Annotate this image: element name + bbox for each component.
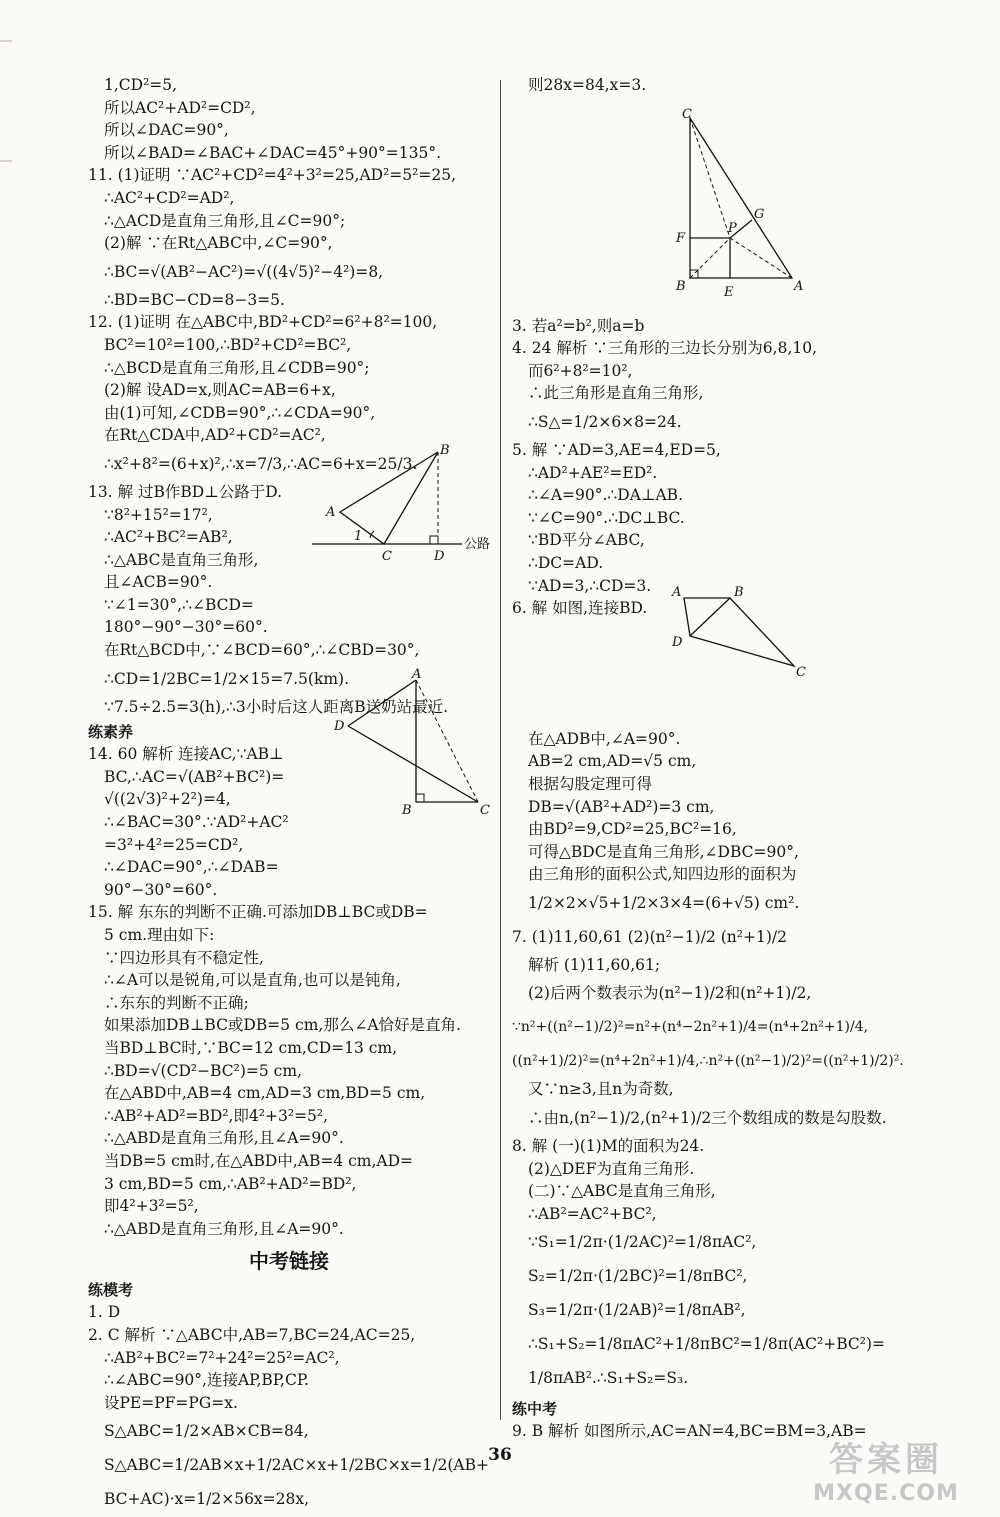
text-line: ∵n²+((n²−1)/2)²=n²+(n⁴−2n²+1)/4=(n⁴+2n²+1)/4, xyxy=(512,1019,869,1036)
text-line: (二)∵△ABC是直角三角形, xyxy=(528,1182,716,1201)
text-line: ∵8²+15²=17², xyxy=(104,505,213,524)
label-C: C xyxy=(796,665,806,680)
text-line: ∴AB²+BC²=7²+24²=25²=AC², xyxy=(104,1348,340,1367)
problem-9-line: 9. B 解析 如图所示,AC=AN=4,BC=BM=3,AB= xyxy=(512,1422,867,1441)
problem-15-line: 15. 解 东东的判断不正确.可添加DB⊥BC或DB= xyxy=(88,903,428,922)
text-line: 所以AC²+AD²=CD², xyxy=(104,98,256,117)
problem-12-line: 12. (1)证明 在△ABC中,BD²+CD²=6²+8²=100, xyxy=(88,313,438,332)
text-line: ∵四边形具有不稳定性, xyxy=(104,948,264,967)
label-B: B xyxy=(402,803,412,818)
text-line: 在Rt△BCD中,∵∠BCD=60°,∴∠CBD=30°, xyxy=(104,641,420,660)
text-line: 90°−30°=60°. xyxy=(104,880,218,899)
text-line: 可得△BDC是直角三角形,∠DBC=90°, xyxy=(528,842,799,861)
problem-13-line: 13. 解 过B作BD⊥公路于D. xyxy=(88,482,283,501)
text-line: ∵7.5÷2.5=3(h),∴3小时后这人距离B送奶站最近. xyxy=(104,697,449,716)
text-line: 当BD⊥BC时,∵BC=12 cm,CD=13 cm, xyxy=(104,1038,398,1057)
label-P: P xyxy=(728,221,737,236)
text-line: AB=2 cm,AD=√5 cm, xyxy=(528,752,697,771)
label-B: B xyxy=(734,585,744,600)
text-line: ∴BC=√(AB²−AC²)=√((4√5)²−4²)=8, xyxy=(104,262,384,281)
label-B: B xyxy=(440,444,450,458)
label-A: A xyxy=(326,505,336,520)
watermark-logo xyxy=(806,1440,966,1514)
text-line: 180°−90°−30°=60°. xyxy=(104,618,268,637)
problem-7-line: 7. (1)11,60,61 (2)(n²−1)/2 (n²+1)/2 xyxy=(512,927,787,946)
section-heading: 中考链接 xyxy=(249,1249,329,1274)
text-line: =3²+4²=25=CD², xyxy=(104,835,244,854)
text-line: ∴AC²+BC²=AB², xyxy=(104,528,233,547)
text-line: 由BD²=9,CD²=25,BC²=16, xyxy=(528,820,737,839)
text-line: ∴∠BAC=30°.∵AD²+AC² xyxy=(104,813,289,832)
text-line: S₂=1/2π·(1/2BC)²=1/8πBC², xyxy=(528,1267,748,1286)
text-line: ∵∠C=90°.∴DC⊥BC. xyxy=(528,508,685,527)
problem-1-line: 1. D xyxy=(88,1303,121,1322)
text-line: 3 cm,BD=5 cm,∴AB²+AD²=BD², xyxy=(104,1174,357,1193)
text-line: ∴∠ABC=90°,连接AP,BP,CP. xyxy=(104,1371,310,1390)
problem-4-line: 4. 24 解析 ∵三角形的三边长分别为6,8,10, xyxy=(512,339,818,358)
label-B: B xyxy=(676,279,686,294)
text-line: ∴x²+8²=(6+x)²,∴x=7/3,∴AC=6+x=25/3. xyxy=(104,454,418,473)
text-line: 且∠ACB=90°. xyxy=(104,573,213,592)
label-D: D xyxy=(434,549,445,564)
text-line: 由三角形的面积公式,知四边形的面积为 xyxy=(528,865,797,884)
figure-problem-2 xyxy=(668,108,808,300)
text-line: ∴CD=1/2BC=1/2×15=7.5(km). xyxy=(104,669,350,688)
text-line: 所以∠DAC=90°, xyxy=(104,121,229,140)
text-line: 1,CD²=5, xyxy=(104,76,178,94)
page-number: 36 xyxy=(488,1445,512,1465)
figure-problem-6 xyxy=(668,580,818,680)
text-line: ∴AD²+AE²=ED². xyxy=(528,463,658,482)
text-line: 设PE=PF=PG=x. xyxy=(104,1393,238,1412)
text-line: ((n²+1)/2)²=(n⁴+2n²+1)/4,∴n²+((n²−1)/2)²=((n²+1)/2)². xyxy=(512,1053,904,1070)
text-line: ∴AB²+AD²=BD²,即4²+3²=5², xyxy=(104,1106,329,1125)
column-divider xyxy=(500,80,501,1420)
text-line: (2)△DEF为直角三角形. xyxy=(528,1159,695,1178)
label-angle-1: 1 xyxy=(354,529,363,544)
text-line: ∴△ABC是直角三角形, xyxy=(104,550,259,569)
text-line: √((2√3)²+2²)=4, xyxy=(104,790,231,809)
label-G: G xyxy=(754,207,765,222)
figure-problem-13 xyxy=(312,444,502,564)
label-A: A xyxy=(794,279,804,294)
text-line: 根据勾股定理可得 xyxy=(528,774,653,793)
text-line: 1/8πAB².∴S₁+S₂=S₃. xyxy=(528,1369,689,1388)
text-line: 如果添加DB⊥BC或DB=5 cm,那么∠A恰好是直角. xyxy=(104,1016,461,1035)
text-line: BC,∴AC=√(AB²+BC²)= xyxy=(104,767,285,786)
section-label-practice: 练素养 xyxy=(88,723,134,742)
label-D: D xyxy=(334,719,345,734)
label-C: C xyxy=(682,108,692,122)
text-line: 在△ABD中,AB=4 cm,AD=3 cm,BD=5 cm, xyxy=(104,1084,426,1103)
text-line: ∵BD平分∠ABC, xyxy=(528,531,645,550)
text-line: DB=√(AB²+AD²)=3 cm, xyxy=(528,797,715,816)
text-line: ∴由n,(n²−1)/2,(n²+1)/2三个数组成的数是勾股数. xyxy=(528,1109,887,1128)
text-line: (2)后两个数表示为(n²−1)/2和(n²+1)/2, xyxy=(528,984,812,1003)
label-F: F xyxy=(676,231,686,246)
text-line: BC²=10²=100,∴BD²+CD²=BC², xyxy=(104,335,352,354)
text-line: 当DB=5 cm时,在△ABD中,AB=4 cm,AD= xyxy=(104,1151,414,1170)
text-line: ∴△ACD是直角三角形,且∠C=90°; xyxy=(104,211,346,230)
text-line: 则28x=84,x=3. xyxy=(528,76,647,94)
text-line: (2)解 ∵在Rt△ABC中,∠C=90°, xyxy=(104,234,333,253)
watermark-url: MXQE.COM xyxy=(813,1481,959,1506)
text-line: ∴S△=1/2×6×8=24. xyxy=(528,412,682,431)
text-line: ∴△ABD是直角三角形,且∠A=90°. xyxy=(104,1129,344,1148)
text-line: 而6²+8²=10², xyxy=(528,361,633,380)
text-line: 在△ADB中,∠A=90°. xyxy=(528,729,681,748)
text-line: S△ABC=1/2AB×x+1/2AC×x+1/2BC×x=1/2(AB+ xyxy=(104,1456,489,1475)
text-line: 又∵n≥3,且n为奇数, xyxy=(528,1080,674,1099)
problem-11-line: 11. (1)证明 ∵AC²+CD²=4²+3²=25,AD²=5²=25, xyxy=(88,166,457,185)
text-line: ∵∠1=30°,∴∠BCD= xyxy=(104,595,254,614)
label-road: 公路 xyxy=(464,537,491,552)
problem-8-line: 8. 解 (一)(1)M的面积为24. xyxy=(512,1137,705,1156)
text-line: 解析 (1)11,60,61; xyxy=(528,955,661,974)
text-line: ∴S₁+S₂=1/8πAC²+1/8πBC²=1/8π(AC²+BC²)= xyxy=(528,1335,885,1354)
text-line: 由(1)可知,∠CDB=90°,∴∠CDA=90°, xyxy=(104,403,376,422)
problem-6-line: 6. 解 如图,连接BD. xyxy=(512,599,648,618)
text-line: ∴△BCD是直角三角形,且∠CDB=90°; xyxy=(104,358,370,377)
label-C: C xyxy=(382,549,392,564)
problem-5-line: 5. 解 ∵AD=3,AE=4,ED=5, xyxy=(512,440,721,459)
text-line: ∴∠A可以是锐角,可以是直角,也可以是钝角, xyxy=(104,971,401,990)
figure-problem-14 xyxy=(330,668,495,818)
text-line: ∵S₁=1/2π·(1/2AC)²=1/8πAC², xyxy=(528,1233,757,1252)
text-line: ∴BD=BC−CD=8−3=5. xyxy=(104,290,285,309)
watermark-title: 答案圈 xyxy=(829,1440,943,1480)
section-label-exam: 练中考 xyxy=(512,1400,558,1419)
text-line: S₃=1/2π·(1/2AB)²=1/8πAB², xyxy=(528,1301,746,1320)
text-line: ∴∠DAC=90°,∴∠DAB= xyxy=(104,858,279,877)
problem-2-line: 2. C 解析 ∵△ABC中,AB=7,BC=24,AC=25, xyxy=(88,1325,416,1344)
text-line: 1/2×2×√5+1/2×3×4=(6+√5) cm². xyxy=(528,893,800,912)
text-line: ∵AD=3,∴CD=3. xyxy=(528,576,652,595)
text-line: ∴AB²=AC²+BC², xyxy=(528,1204,657,1223)
text-line: ∴DC=AD. xyxy=(528,553,604,572)
text-line: ∴此三角形是直角三角形, xyxy=(528,384,704,403)
text-line: ∴△ABD是直角三角形,且∠A=90°. xyxy=(104,1219,344,1238)
section-label-mock: 练模考 xyxy=(88,1281,134,1300)
text-line: S△ABC=1/2×AB×CB=84, xyxy=(104,1422,309,1441)
label-E: E xyxy=(724,285,734,300)
label-A: A xyxy=(412,668,422,682)
label-D: D xyxy=(672,635,683,650)
text-line: BC+AC)·x=1/2×56x=28x, xyxy=(104,1490,310,1509)
label-C: C xyxy=(480,803,490,818)
edge-mark xyxy=(0,160,12,162)
text-line: 即4²+3²=5², xyxy=(104,1197,199,1216)
problem-14-line: 14. 60 解析 连接AC,∵AB⊥ xyxy=(88,745,284,764)
problem-3-line: 3. 若a²=b²,则a=b xyxy=(512,316,645,335)
label-A: A xyxy=(672,585,682,600)
text-line: ∴BD=√(CD²−BC²)=5 cm, xyxy=(104,1061,302,1080)
text-line: ∴AC²+CD²=AD², xyxy=(104,188,235,207)
text-line: (2)解 设AD=x,则AC=AB=6+x, xyxy=(104,381,336,400)
text-line: 5 cm.理由如下: xyxy=(104,926,215,944)
text-line: ∴东东的判断不正确; xyxy=(104,993,249,1012)
text-line: ∴∠A=90°.∴DA⊥AB. xyxy=(528,486,683,505)
edge-mark xyxy=(0,40,12,42)
text-line: 所以∠BAD=∠BAC+∠DAC=45°+90°=135°. xyxy=(104,143,442,162)
text-line: 在Rt△CDA中,AD²+CD²=AC², xyxy=(104,426,326,445)
